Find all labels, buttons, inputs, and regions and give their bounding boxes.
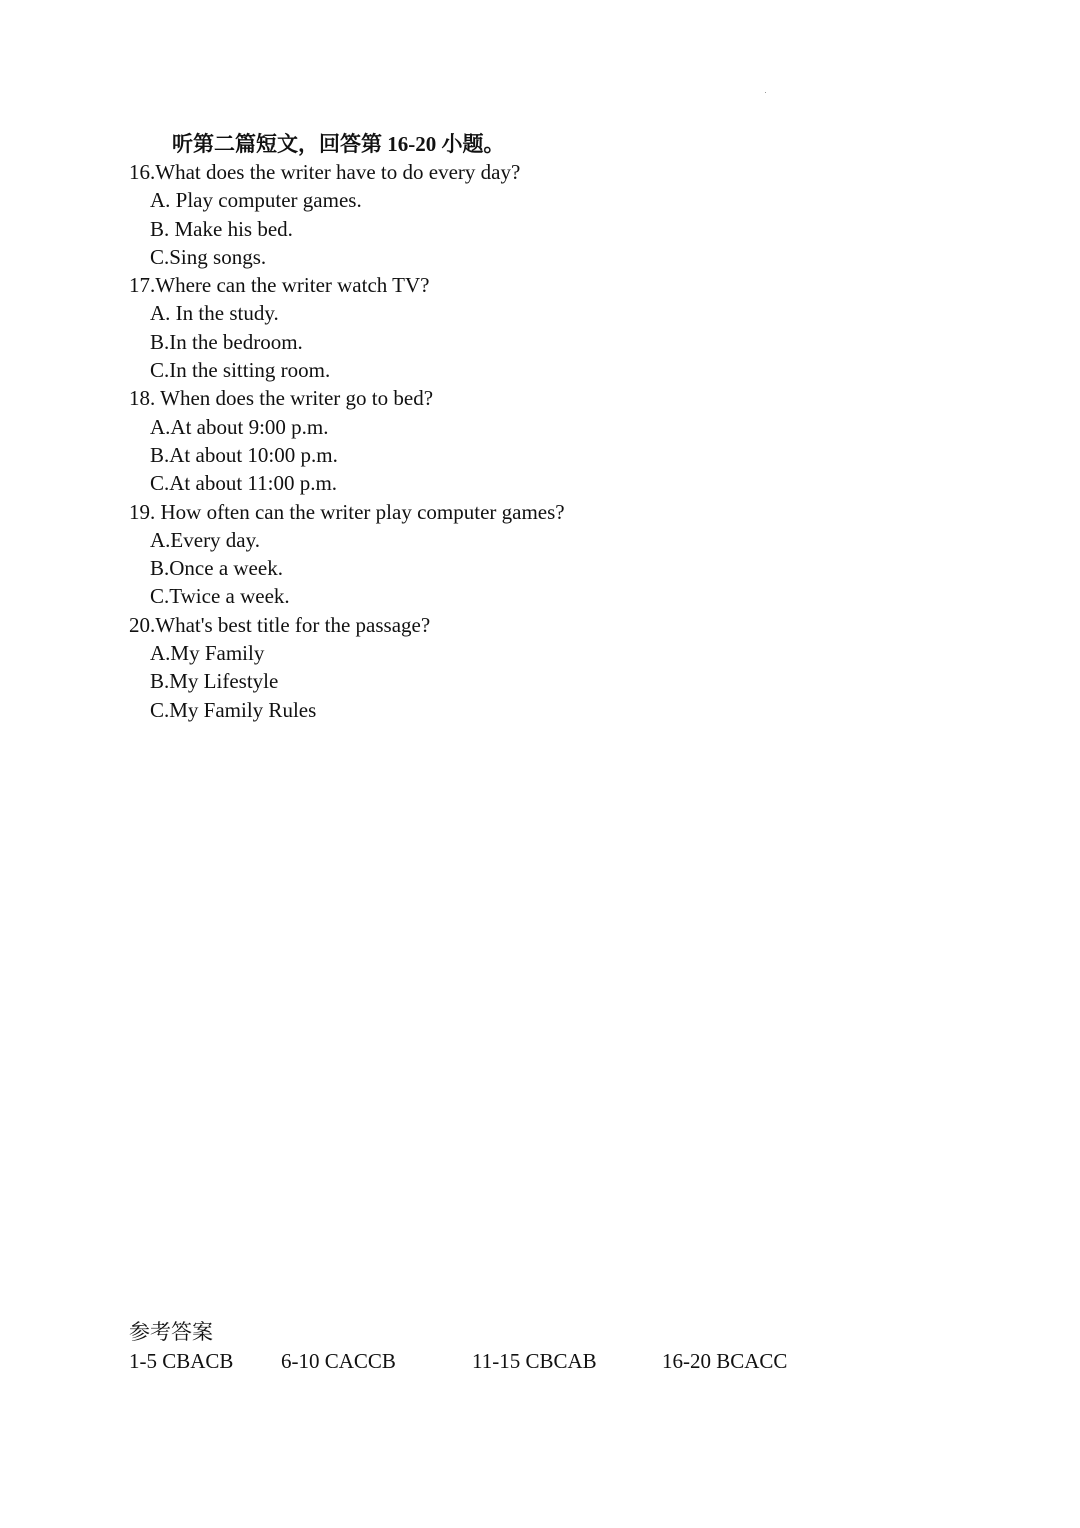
question-text: 18. When does the writer go to bed? [129, 386, 434, 411]
question-20 [129, 611, 929, 724]
question-19 [129, 498, 929, 611]
question-16 [129, 158, 929, 271]
question-17 [129, 271, 929, 384]
answer-group-11-15: 11-15 CBCAB [472, 1349, 597, 1373]
question-text: 19. How often can the writer play computer games? [129, 499, 565, 524]
question-18 [129, 384, 929, 497]
section-heading: 听第二篇短文，回答第 16-20 小题。 [172, 132, 505, 156]
answer-key-heading: 参考答案 [129, 1320, 213, 1344]
option-a: A.At about 9:00 p.m. [150, 414, 329, 439]
answer-group-16-20: 16-20 BCACC [662, 1349, 788, 1373]
option-a: A. Play computer games. [150, 188, 362, 213]
option-a: A.Every day. [150, 527, 261, 552]
scan-speck [765, 92, 766, 93]
option-a: A.My Family [150, 641, 265, 666]
option-c: C.In the sitting room. [150, 358, 331, 383]
option-b: B.My Lifestyle [150, 669, 279, 694]
answer-group-1-5: 1-5 CBACB [129, 1349, 234, 1373]
question-text: 17.Where can the writer watch TV? [129, 273, 430, 298]
question-text: 20.What's best title for the passage? [129, 612, 431, 637]
option-a: A. In the study. [150, 301, 279, 326]
question-list [129, 158, 929, 724]
option-b: B.Once a week. [150, 556, 283, 581]
option-c: C.Twice a week. [150, 584, 290, 609]
option-c: C.Sing songs. [150, 244, 267, 269]
option-b: B. Make his bed. [150, 216, 293, 241]
answer-group-6-10: 6-10 CACCB [281, 1349, 396, 1373]
option-b: B.At about 10:00 p.m. [150, 442, 338, 467]
option-c: C.At about 11:00 p.m. [150, 471, 338, 496]
question-text: 16.What does the writer have to do every day? [129, 160, 521, 184]
option-b: B.In the bedroom. [150, 329, 303, 354]
option-c: C.My Family Rules [150, 697, 317, 722]
